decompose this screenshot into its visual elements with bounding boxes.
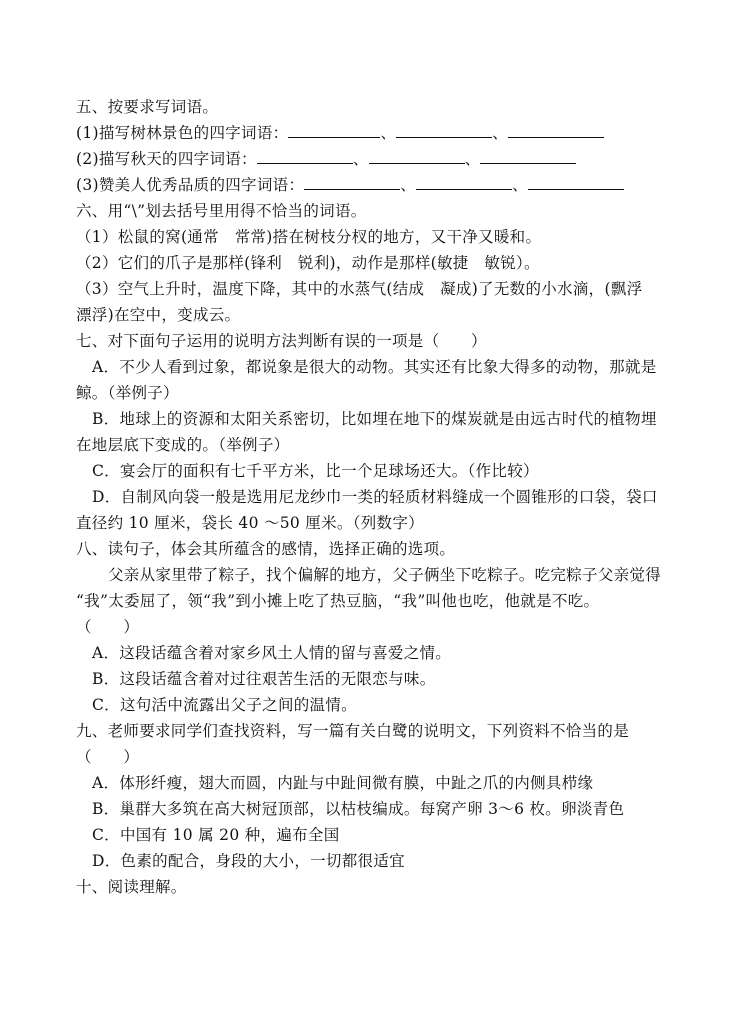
answer-blank[interactable]	[369, 148, 465, 164]
answer-blank[interactable]	[508, 122, 604, 138]
s7-option-a: A．不少人看到过象，都说象是很大的动物。其实还有比象大得多的动物，那就是	[92, 358, 657, 376]
answer-blank[interactable]	[288, 122, 380, 138]
separator: 、	[512, 176, 528, 194]
answer-blank[interactable]	[257, 148, 353, 164]
section-7-title: 七、对下面句子运用的说明方法判断有误的一项是（ ）	[76, 332, 487, 350]
answer-blank[interactable]	[304, 174, 400, 190]
s5-question-1	[76, 122, 604, 144]
s7-option-c: C．宴会厅的面积有七千平方米，比一个足球场还大。（作比较）	[92, 462, 539, 480]
section-8-title: 八、读句子，体会其所蕴含的感情，选择正确的选项。	[76, 540, 456, 558]
s9-answer-paren[interactable]: （ ）	[76, 748, 140, 766]
s6-item-3: （3）空气上升时，温度下降，其中的水蒸气(结成 凝成)了无数的小水滴，(飘浮	[76, 280, 643, 298]
separator: 、	[464, 150, 481, 168]
section-9-title: 九、老师要求同学们查找资料，写一篇有关白鹭的说明文，下列资料不恰当的是	[76, 722, 630, 740]
s5-question-2	[76, 148, 576, 170]
s7-option-d-cont: 直径约 10 厘米，袋长 40 ～50 厘米。（列数字）	[76, 514, 424, 532]
s7-option-d: D．自制风向袋一般是选用尼龙纱巾一类的轻质材料缝成一个圆锥形的口袋，袋口	[92, 488, 658, 506]
separator: 、	[400, 176, 417, 194]
s7-option-a-cont: 鲸。（举例子）	[76, 384, 179, 402]
section-5-title: 五、按要求写词语。	[76, 98, 219, 116]
s9-option-c: C．中国有 10 属 20 种，遍布全国	[92, 826, 340, 844]
section-6-title: 六、用“\”划去括号里用得不恰当的词语。	[76, 202, 367, 220]
s8-option-a: A．这段话蕴含着对家乡风土人情的留与喜爱之情。	[92, 644, 452, 662]
s5-question-3	[76, 174, 624, 196]
section-10-title: 十、阅读理解。	[76, 878, 187, 896]
answer-blank[interactable]	[416, 174, 512, 190]
s5-q1-text: (1)描写树林景色的四字词语：	[76, 124, 289, 142]
answer-blank[interactable]	[528, 174, 624, 190]
s9-option-d: D．色素的配合，身段的大小，一切都很适宜	[92, 852, 405, 870]
s6-item-3-cont: 漂浮)在空中，变成云。	[76, 306, 241, 324]
s8-answer-paren[interactable]: （ ）	[76, 618, 140, 636]
separator: 、	[352, 150, 369, 168]
s5-q3-text: (3)赞美人优秀品质的四字词语：	[76, 176, 305, 194]
s8-option-c: C．这句活中流露出父子之间的温情。	[92, 696, 357, 714]
answer-blank[interactable]	[396, 122, 492, 138]
s9-option-b: B．巢群大多筑在高大树冠顶部，以枯枝编成。每窝产卵 3～6 枚。卵淡青色	[92, 800, 625, 818]
s9-option-a: A．体形纤瘦，翅大而圆，内趾与中趾间微有膜，中趾之爪的内侧具栉缘	[92, 774, 594, 792]
s6-item-1: （1）松鼠的窝(通常 常常)搭在树枝分杈的地方，又干净又暖和。	[76, 228, 542, 246]
separator: 、	[380, 124, 397, 142]
s8-passage-line-1: 父亲从家里带了粽子，找个偏解的地方，父子俩坐下吃粽子。吃完粽子父亲觉得	[108, 566, 662, 584]
answer-blank[interactable]	[480, 148, 576, 164]
s8-passage-line-2: “我”太委屈了，领“我”到小摊上吃了热豆脑，“我”叫他也吃，他就是不吃。	[76, 592, 600, 610]
s7-option-b: B．地球上的资源和太阳关系密切，比如埋在地下的煤炭就是由远古时代的植物埋	[92, 410, 657, 428]
s6-item-2: （2）它们的爪子是那样(锋利 锐利)，动作是那样(敏捷 敏锐）。	[76, 254, 540, 272]
s7-option-b-cont: 在地层底下变成的。（举例子）	[76, 436, 290, 454]
s8-option-b: B．这段话蕴含着对过往艰苦生活的无限恋与味。	[92, 670, 436, 688]
s5-q2-text: (2)描写秋天的四字词语：	[76, 150, 257, 168]
separator: 、	[492, 124, 509, 142]
